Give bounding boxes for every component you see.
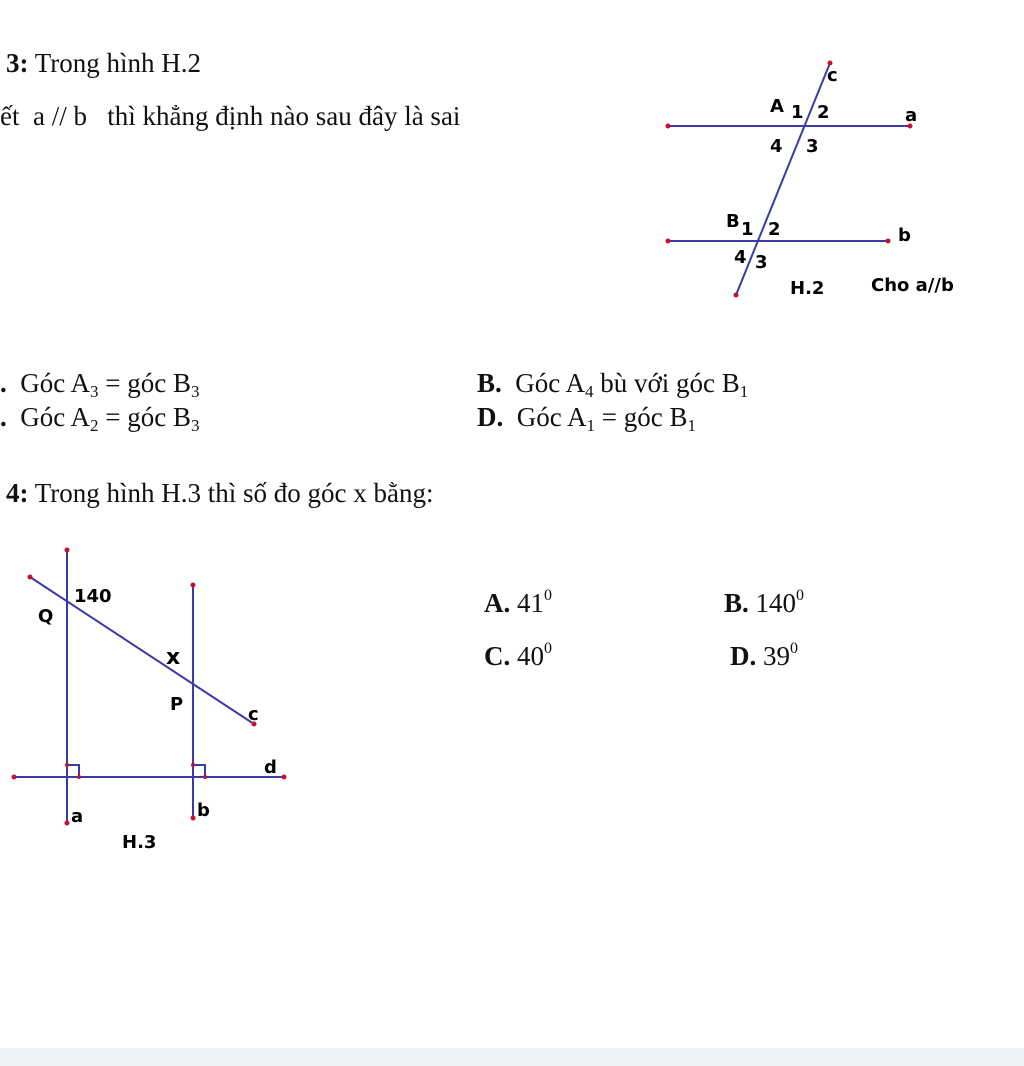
label-c-h3: c bbox=[248, 704, 259, 725]
q3-option-c-sub2: 3 bbox=[190, 416, 200, 435]
point-mark-b-2 bbox=[203, 775, 207, 779]
point-d-left bbox=[12, 775, 17, 780]
label-A: A bbox=[770, 96, 784, 117]
a-angle-1: 1 bbox=[791, 102, 804, 123]
point-mark-a-2 bbox=[77, 775, 81, 779]
line-c-transversal bbox=[30, 577, 254, 724]
figure-h2 bbox=[660, 55, 990, 305]
point-a-bottom bbox=[65, 821, 70, 826]
q4-option-d[interactable] bbox=[730, 640, 798, 671]
point-b-right bbox=[886, 239, 891, 244]
point-mark-b-1 bbox=[191, 763, 195, 767]
b-angle-1: 1 bbox=[741, 219, 754, 240]
q3-option-d-marker: D. bbox=[477, 402, 504, 432]
b-angle-2: 2 bbox=[768, 219, 781, 240]
q4-option-d-value: 39 bbox=[763, 641, 790, 671]
q3-option-a-sub1: 3 bbox=[90, 382, 99, 401]
q3-option-c[interactable] bbox=[0, 402, 200, 435]
q4-option-c-degree: 0 bbox=[544, 640, 552, 657]
label-a: a bbox=[905, 105, 918, 126]
q3-option-c-marker: . bbox=[0, 402, 7, 432]
right-angle-mark-a bbox=[67, 765, 79, 777]
q3-title: Trong hình H.2 bbox=[34, 48, 202, 78]
q4-option-a-marker: A. bbox=[484, 588, 511, 618]
b-angle-4: 4 bbox=[734, 247, 747, 268]
label-B: B bbox=[726, 211, 740, 232]
angle-140-label: 140 bbox=[74, 586, 112, 607]
a-angle-3: 3 bbox=[806, 136, 819, 157]
q3-option-d-mid: = góc B bbox=[595, 402, 688, 432]
q4-option-b-value: 140 bbox=[755, 588, 797, 618]
q3-option-b[interactable] bbox=[477, 368, 749, 401]
label-a-h3: a bbox=[71, 806, 84, 827]
q3-number: 3: bbox=[6, 48, 29, 78]
q4-option-c[interactable] bbox=[484, 640, 552, 671]
caption-h3: H.3 bbox=[122, 832, 157, 853]
caption-h2: H.2 bbox=[790, 278, 825, 299]
point-b-top bbox=[191, 583, 196, 588]
a-angle-2: 2 bbox=[817, 102, 830, 123]
q4-option-b[interactable] bbox=[724, 587, 805, 618]
label-P: P bbox=[170, 694, 184, 715]
point-mark-a-1 bbox=[65, 763, 69, 767]
q4-number: 4: bbox=[6, 478, 29, 508]
q3-option-d-pre: Góc A bbox=[516, 402, 587, 432]
q3-option-d[interactable] bbox=[477, 402, 696, 435]
q3-option-a-pre: Góc A bbox=[20, 368, 90, 398]
point-a-left bbox=[666, 124, 671, 129]
bottom-bar bbox=[0, 1048, 1024, 1066]
note-a-parallel-b: Cho a//b bbox=[871, 275, 954, 296]
b-angle-3: 3 bbox=[755, 252, 768, 273]
point-d-right bbox=[282, 775, 287, 780]
q4-option-c-marker: C. bbox=[484, 641, 511, 671]
right-angle-mark-b bbox=[193, 765, 205, 777]
q3-option-d-sub1: 1 bbox=[586, 416, 595, 435]
q3-option-a[interactable] bbox=[0, 368, 200, 401]
point-a-top bbox=[65, 548, 70, 553]
q3-option-b-sub1: 4 bbox=[585, 382, 594, 401]
a-angle-4: 4 bbox=[770, 136, 783, 157]
q4-option-d-degree: 0 bbox=[790, 640, 798, 657]
q3-heading bbox=[6, 50, 201, 77]
q4-option-a[interactable] bbox=[484, 587, 552, 618]
q3-option-c-pre: Góc A bbox=[20, 402, 90, 432]
q3-option-c-sub1: 2 bbox=[90, 416, 99, 435]
label-b: b bbox=[898, 225, 911, 246]
q4-option-a-degree: 0 bbox=[544, 587, 552, 604]
label-x: x bbox=[166, 645, 181, 670]
q3-option-c-mid: = góc B bbox=[98, 402, 191, 432]
q3-option-a-marker: . bbox=[0, 368, 7, 398]
q3-question: thì khẳng định nào sau đây là sai bbox=[107, 101, 461, 131]
q3-option-b-sub2: 1 bbox=[739, 382, 749, 401]
point-b-bottom bbox=[191, 816, 196, 821]
q4-option-d-marker: D. bbox=[730, 641, 757, 671]
q3-option-a-sub2: 3 bbox=[190, 382, 200, 401]
q4-heading bbox=[6, 480, 434, 507]
q4-option-a-value: 41 bbox=[517, 588, 544, 618]
q3-option-a-mid: = góc B bbox=[98, 368, 191, 398]
q3-option-b-marker: B. bbox=[477, 368, 502, 398]
q3-statement bbox=[0, 103, 460, 130]
q3-option-b-pre: Góc A bbox=[515, 368, 586, 398]
q3-condition: a // b bbox=[33, 101, 87, 131]
q4-title: Trong hình H.3 thì số đo góc x bằng: bbox=[34, 478, 434, 508]
q4-option-b-degree: 0 bbox=[796, 587, 805, 604]
q3-option-d-sub2: 1 bbox=[687, 416, 696, 435]
q3-prefix: ết bbox=[0, 101, 20, 131]
q4-option-b-marker: B. bbox=[724, 588, 749, 618]
figure-h3 bbox=[0, 540, 300, 860]
label-Q: Q bbox=[38, 606, 54, 627]
q4-option-c-value: 40 bbox=[517, 641, 544, 671]
label-d: d bbox=[264, 757, 277, 778]
label-c: c bbox=[827, 65, 838, 86]
point-b-left bbox=[666, 239, 671, 244]
point-c-left bbox=[28, 575, 33, 580]
q3-option-b-mid: bù với góc B bbox=[593, 368, 740, 398]
point-c-bottom bbox=[734, 293, 739, 298]
label-b-h3: b bbox=[197, 800, 210, 821]
